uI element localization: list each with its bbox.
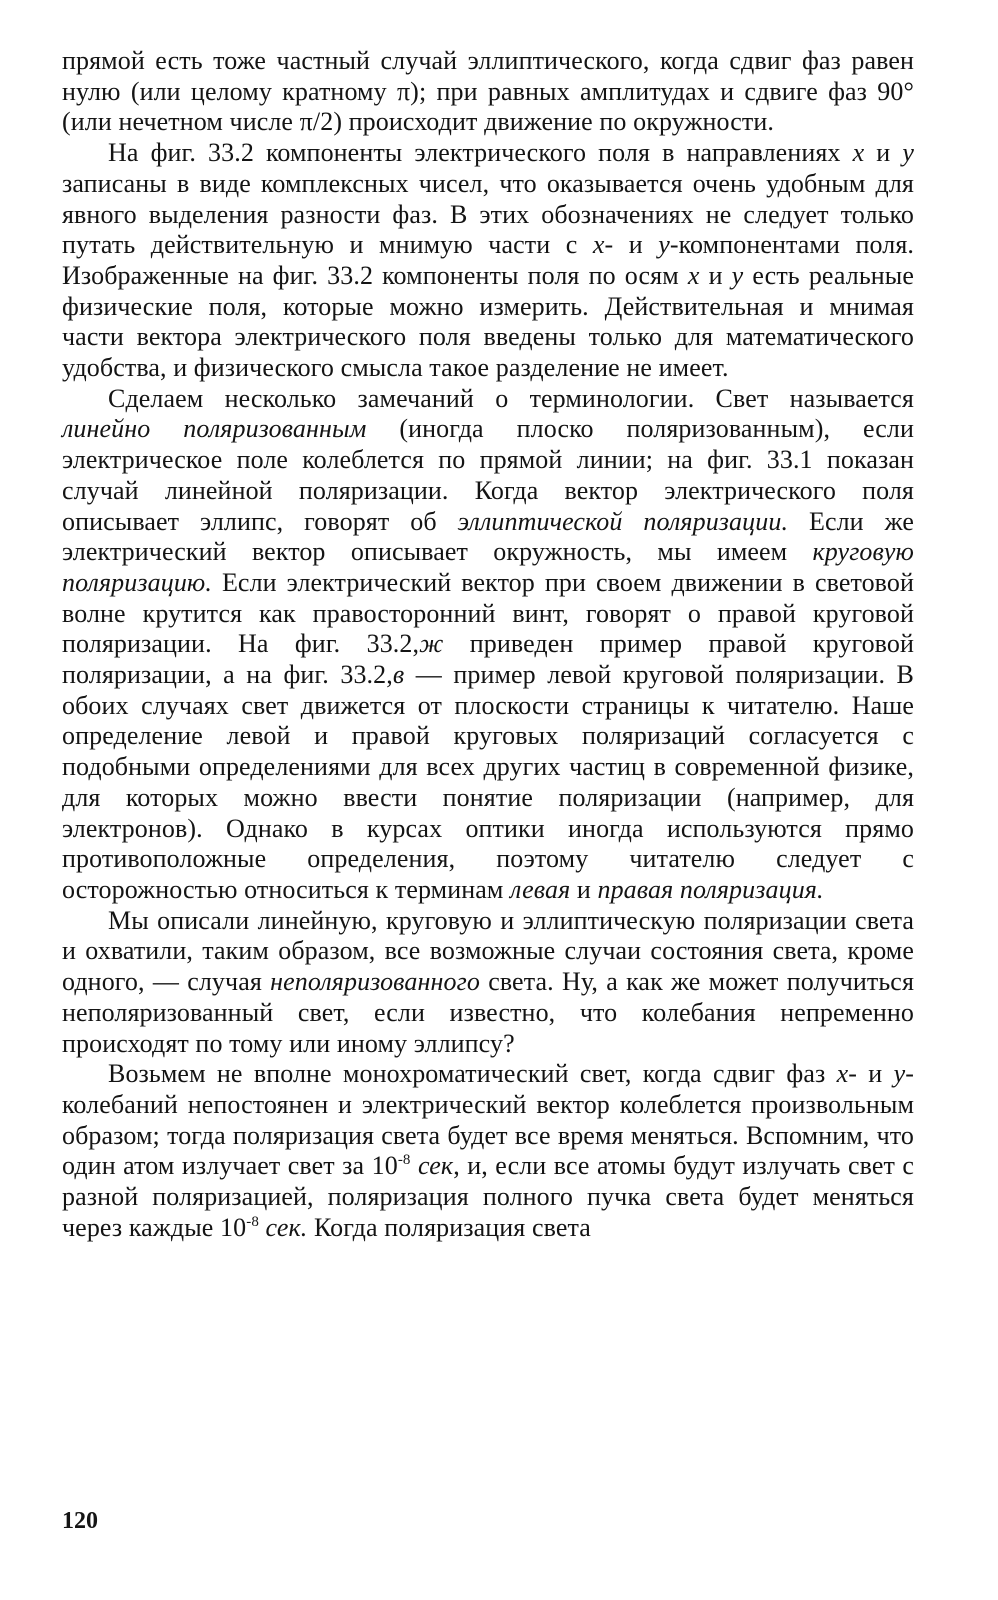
- italic-text: сек.: [265, 1212, 308, 1242]
- text-run: и: [864, 138, 903, 168]
- text-run: (иногда плоско поляризованным), если электрическое поле колеблется по прямой линии; на фиг. 33.1 показан случай линейной поляризации. Когда вектор электрического поля описывает эллипс, говорят об: [62, 414, 915, 536]
- text-run: - и: [848, 1059, 894, 1089]
- paragraph: [62, 384, 914, 906]
- italic-text: круговую поляризацию.: [62, 537, 914, 597]
- text-run: Сделаем несколько замечаний о терминологии. Свет называется: [108, 383, 914, 413]
- text-run: Когда поляризация света: [307, 1212, 591, 1242]
- exponent: -8: [397, 1152, 411, 1169]
- italic-text: сек: [417, 1151, 454, 1181]
- italic-text: y: [893, 1059, 906, 1089]
- text-run: и: [699, 260, 732, 290]
- text-run: Возьмем не вполне монохроматический свет, когда сдвиг фаз: [108, 1059, 837, 1089]
- italic-text: y: [731, 260, 744, 290]
- italic-text: линейно поляризованным: [62, 414, 367, 444]
- text-run: записаны в виде комплексных чисел, что оказывается очень удобным для явного выделения разности фаз. В этих обозначениях не следует только путать действительную и мнимую части с: [62, 168, 914, 260]
- italic-text: y: [658, 230, 670, 260]
- text-run: есть реальные физические поля, которые можно измерить. Действительная и мнимая части вектора электрического поля введены только для математического удобства, и физического смысла такое разделение не имеет.: [62, 260, 914, 383]
- text-run: , и, если все атомы будут излучать свет с разной поляризацией, поляризация полного пучка света будет меняться через каждые 10: [62, 1151, 915, 1242]
- text-run: света. Ну, а как же может получиться неполяризованный свет, если известно, что колебания непременно происходят по тому или иному эллипсу?: [62, 967, 915, 1058]
- italic-text: x: [592, 230, 605, 260]
- text-run: Если же электрический вектор описывает окружность, мы имеем: [62, 506, 914, 567]
- italic-text: x: [852, 138, 865, 168]
- text-run: На фиг. 33.2 компоненты электрического поля в направлениях: [108, 138, 853, 168]
- italic-text: правая поляризация.: [597, 874, 824, 904]
- text-run: Если электрический вектор при своем движении в световой волне крутится как правосторонний винт, говорят о правой круговой поляризации. На фиг. 33.2,: [62, 567, 914, 659]
- paragraph: [62, 1059, 914, 1243]
- book-page: [62, 46, 914, 1243]
- text-run: — пример левой круговой поляризации. В обоих случаях свет движется от плоскости страницы к читателю. Наше определение левой и правой круговых поляризаций согласуется с подобными определениями для всех других частиц в современной физике, для которых можно ввести понятие поляризации (например, для электронов). Однако в курсах оптики иногда используются прямо противоположные определения, поэтому читателю следует с осторожностью относиться к терминам: [62, 660, 914, 904]
- italic-text: неполяризованного: [270, 967, 480, 997]
- paragraph: [62, 906, 914, 1060]
- italic-text: y: [902, 138, 914, 168]
- text-run: [411, 1151, 418, 1180]
- text-run: - и: [604, 230, 659, 260]
- italic-text: в: [392, 660, 405, 690]
- text-run: прямой есть тоже частный случай эллиптического, когда сдвиг фаз равен нулю (или целому кратному π); при равных амплитудах и сдвиге фаз 90° (или нечетном числе π/2) происходит движение по окружности.: [62, 46, 914, 137]
- italic-text: эллиптической поляризации.: [457, 506, 789, 536]
- text-run: -колебаний непостоянен и электрический вектор колеблется произвольным образом; тогда поляризация света будет все время меняться. Вспомним, что один атом излучает свет за 10: [62, 1059, 914, 1181]
- paragraph: [62, 46, 914, 138]
- exponent: -8: [246, 1213, 259, 1230]
- italic-text: x: [836, 1059, 849, 1089]
- text-run: [259, 1213, 266, 1242]
- text-run: -компонентами поля. Изображенные на фиг. 33.2 компоненты поля по осям: [62, 230, 914, 290]
- italic-text: ж: [419, 629, 444, 659]
- italic-text: x: [687, 260, 700, 290]
- text-run: приведен пример правой круговой поляризации, а на фиг. 33.2,: [62, 629, 914, 690]
- text-run: Мы описали линейную, круговую и эллиптическую поляризации света и охватили, таким образом, все возможные случаи состояния света, кроме одного, — случая: [62, 905, 914, 997]
- paragraph: [62, 138, 914, 384]
- page-number: 120: [62, 1508, 98, 1534]
- text-run: и: [570, 874, 598, 904]
- italic-text: левая: [510, 874, 571, 904]
